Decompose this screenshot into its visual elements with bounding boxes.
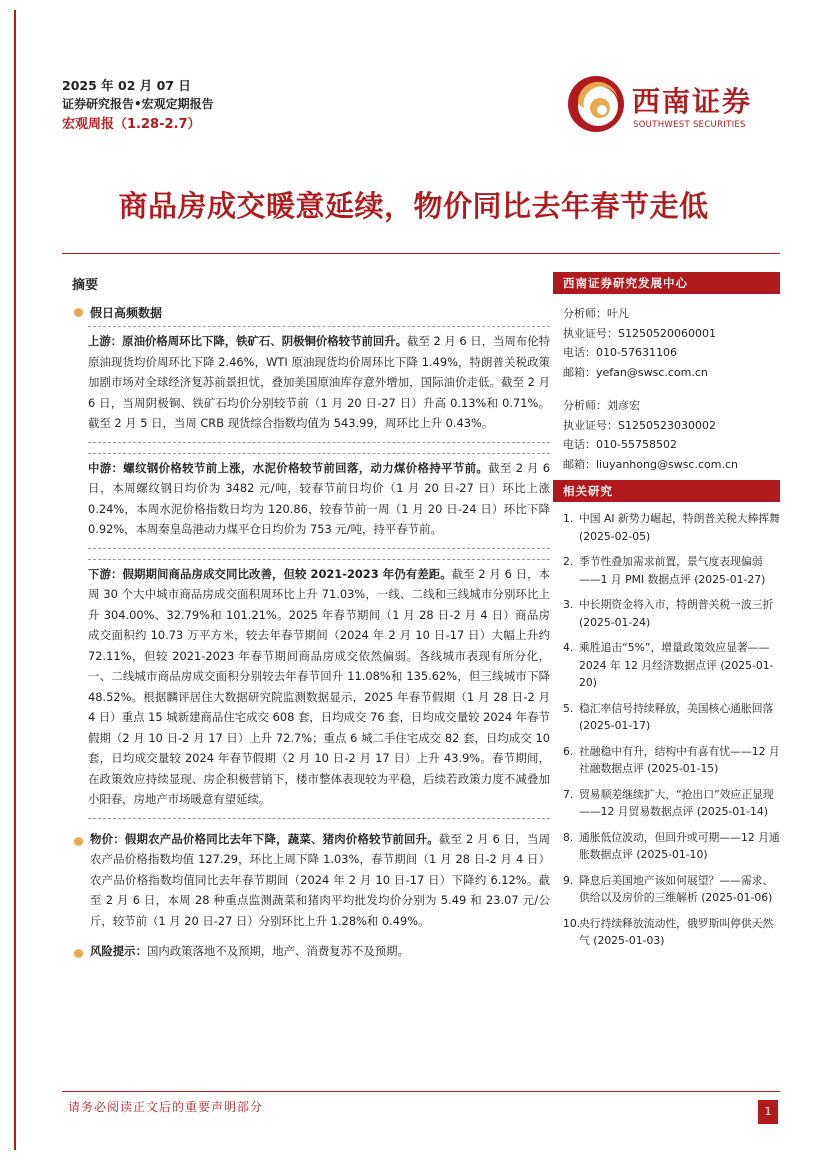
related-item-date: (2025-01-10) bbox=[636, 848, 708, 861]
downstream-paragraph bbox=[88, 564, 550, 810]
related-item[interactable]: 5. 稳汇率信号持续释放，美国核心通胀回落 (2025-01-17) bbox=[563, 701, 774, 732]
upstream-box bbox=[88, 326, 550, 443]
price-paragraph bbox=[90, 829, 550, 932]
related-item-date: (2025-01-24) bbox=[579, 615, 651, 629]
bullet-dot-icon bbox=[74, 949, 83, 958]
related-item-date: (2025-01-03) bbox=[593, 934, 665, 947]
midstream-paragraph bbox=[88, 458, 550, 540]
related-item[interactable]: 8. 通胀低位波动，但回升或可期——12 月通胀数据点评 (2025-01-10) bbox=[563, 830, 780, 861]
analyst-phone: 电话：010-55758502 bbox=[563, 438, 677, 451]
research-center-bar: 西南证券研究发展中心 bbox=[553, 272, 780, 294]
analyst-cert: 执业证号：S1250520060001 bbox=[563, 326, 716, 340]
related-item-title: 中国 AI 新势力崛起，特朗普关税大棒挥舞 bbox=[579, 512, 780, 525]
price-text: 截至 2 月 6 日，当周农产品价格指数均值 127.29，环比上周下降 1.03%，春节期间（1 月 28 日-2 月 4 日）农产品价格指数均值同比去年春节期间（2024 年 2 月 10 日-17 日）下降约 6.12%。截至 2 月 6 日，本周 28 种重点监测蔬菜和猪肉平均批发均价分别为 5.49 和 23.07 元/公斤，较节前（1 月 20 日-27 日）分别环比上升 1.28%和 0.49%。 bbox=[90, 831, 550, 928]
report-subtitle: 宏观周报（1.28-2.7） bbox=[62, 117, 201, 132]
related-item[interactable]: 6. 社融稳中有升，结构中有喜有忧——12 月社融数据点评 (2025-01-15) bbox=[563, 744, 780, 775]
page-number: 1 bbox=[758, 1100, 778, 1124]
downstream-text: 截至 2 月 6 日，本周 30 个大中城市商品房成交面积周环比上升 71.03%，一线、二线和三线城市分别环比上升 304.00%、32.79%和 101.21%。2025 年春节期间（1 月 28 日-2 月 4 日）商品房成交面积约 10.73 万平方米，较去年春节期间（2024 年 2 月 10 日-17 日）大幅上升约 72.11%，但较 2021-2023 年春节期间商品房成交依然偏弱。各线城市表现有所分化，一、二线城市商品房成交面积分别较去年春节回升 11.08%和 135.62%，但三线城市下降 48.52%。根据麟评居住大数据研究院监测数据显示，2025 年春节假期（1 月 28 日-2 月 4 日）重点 15 城新建商品住宅成交 608 套，日均成交 76 套，日均成交量较 2024 年春节假期（2 月 10 日-2 月 17 日）上升 72.7%；重点 6 城二手住宅成交 82 套，日均成交 10 套，日均成交量较 2024 年春节假期（2 月 10 日-2 月 17 日）上升 43.9%。春节期间，在政策效应持续显现、房企积极营销下，楼市整体表现较为平稳，后续若政策力度不减叠加小阳春，房地产市场暖意有望延续。 bbox=[88, 566, 550, 806]
related-item-date: (2025-01-14) bbox=[696, 805, 768, 818]
related-item-date: (2025-01-20) bbox=[579, 658, 774, 689]
abstract-body bbox=[72, 300, 550, 962]
related-item-title: 稳汇率信号持续释放，美国核心通胀回落 bbox=[579, 701, 774, 715]
related-item-date: (2025-01-27) bbox=[694, 572, 766, 586]
risk-paragraph bbox=[90, 941, 550, 962]
upstream-paragraph bbox=[88, 331, 550, 434]
logo-name-en: SOUTHWEST SECURITIES bbox=[633, 120, 746, 130]
related-item[interactable]: 10. 央行持续释放流动性，俄罗斯叫停供天然气 (2025-01-03) bbox=[563, 916, 774, 947]
related-item-title: 季节性叠加需求前置，景气度表现偏弱——1 月 PMI 数据点评 bbox=[579, 555, 763, 586]
related-item-title: 降息后美国地产该如何展望？——需求、供给以及房价的三维解析 bbox=[579, 873, 774, 904]
related-item[interactable]: 3. 中长期资金将入市，特朗普关税一波三折 (2025-01-24) bbox=[563, 598, 774, 629]
related-item-title: 央行持续释放流动性，俄罗斯叫停供天然气 bbox=[579, 916, 774, 947]
report-title: 商品房成交暖意延续，物价同比去年春节走低 bbox=[118, 189, 709, 223]
risk-item bbox=[72, 941, 550, 962]
related-item[interactable]: 4. 乘胜追击“5%”，增量政策效应显著——2024 年 12 月经济数据点评 (2025-01-20) bbox=[563, 641, 774, 689]
related-item-title: 贸易顺差继续扩大，“抢出口”效应正显现——12 月贸易数据点评 bbox=[579, 787, 774, 818]
price-item bbox=[72, 829, 550, 932]
abstract-label: 摘要 bbox=[72, 278, 99, 293]
related-item[interactable]: 2. 季节性叠加需求前置，景气度表现偏弱——1 月 PMI 数据点评 (2025-01-27) bbox=[563, 555, 766, 586]
risk-text: 国内政策落地不及预期，地产、消费复苏不及预期。 bbox=[146, 944, 409, 958]
logo-mark-icon bbox=[566, 74, 626, 134]
analyst-list bbox=[553, 294, 780, 480]
report-header bbox=[62, 76, 214, 135]
report-type: 证券研究报告•宏观定期报告 bbox=[62, 97, 214, 111]
analyst-cert: 执业证号：S1250523030002 bbox=[563, 418, 716, 432]
related-item-date: (2025-02-05) bbox=[579, 529, 651, 543]
related-research-bar: 相关研究 bbox=[553, 480, 780, 502]
related-item-title: 乘胜追击“5%”，增量政策效应显著——2024 年 12 月经济数据点评 bbox=[579, 641, 770, 672]
related-item[interactable]: 9. 降息后美国地产该如何展望？——需求、供给以及房价的三维解析 (2025-01-06) bbox=[563, 873, 774, 904]
related-item-date: (2025-01-06) bbox=[701, 891, 773, 904]
related-item[interactable]: 1. 中国 AI 新势力崛起，特朗普关税大棒挥舞 (2025-02-05) bbox=[563, 512, 780, 543]
related-item-date: (2025-01-15) bbox=[647, 762, 719, 775]
downstream-box bbox=[88, 559, 550, 819]
related-item-date: (2025-01-17) bbox=[579, 719, 651, 732]
midstream-text: 截至 2 月 6 日，本周螺纹钢日均价为 3482 元/吨，较春节前日均价（1 月 20 日-27 日）环比上涨 0.24%，本周水泥价格指数日均为 120.86，较春节前一周（1 月 20 日-24 日）环比下降 0.92%，本周秦皇岛港动力煤平仓日均价为 753 元/吨，持平春节前。 bbox=[88, 460, 550, 536]
related-item-title: 通胀低位波动，但回升或可期——12 月通胀数据点评 bbox=[579, 830, 780, 861]
upstream-text: 截至 2 月 6 日，当周布伦特原油现货均价周环比下降 2.46%，WTI 原油现货均价周环比下降 1.49%，特朗普关税政策加剧市场对全球经济复苏前景担忧，叠加美国原油库存意外增加，国际油价走低。截至 2 月 6 日，当周阴极铜、铁矿石均价分别较节前（1 月 20 日-27 日）升高 0.13%和 0.71%。截至 2 月 5 日，当周 CRB 现货综合指数均值为 543.99，周环比上升 0.43%。 bbox=[88, 334, 550, 430]
bullet-dot-icon bbox=[74, 837, 83, 846]
page-side-rule bbox=[14, 10, 16, 1150]
price-lead: 物价：假期农产品价格同比去年下降，蔬菜、猪肉价格较节前回升。 bbox=[90, 831, 439, 846]
related-item-title: 社融稳中有升，结构中有喜有忧——12 月社融数据点评 bbox=[579, 744, 780, 775]
analyst-email: 邮箱：liuyanhong@swsc.com.cn bbox=[563, 457, 738, 471]
footer-divider bbox=[62, 1091, 780, 1092]
bullet-dot-icon bbox=[74, 308, 83, 317]
analyst-phone: 电话：010-57631106 bbox=[563, 346, 677, 359]
analyst-name: 分析师：叶凡 bbox=[563, 307, 629, 320]
sidebar bbox=[553, 272, 780, 958]
midstream-lead: 中游：螺纹钢价格较节前上涨，水泥价格较节前回落，动力煤价格持平节前。 bbox=[88, 460, 489, 475]
midstream-box bbox=[88, 453, 550, 549]
related-item[interactable]: 7. 贸易顺差继续扩大，“抢出口”效应正显现——12 月贸易数据点评 (2025-01-14) bbox=[563, 787, 774, 818]
analyst-email: 邮箱：yefan@swsc.com.cn bbox=[563, 365, 708, 379]
company-logo bbox=[566, 74, 770, 134]
related-research-list bbox=[553, 502, 780, 950]
analyst-name: 分析师：刘彦宏 bbox=[563, 399, 640, 412]
downstream-lead: 下游：假期期间商品房成交同比改善，但较 2021-2023 年仍有差距。 bbox=[88, 566, 452, 581]
upstream-lead: 上游：原油价格周环比下降，铁矿石、阴极铜价格较节前回升。 bbox=[88, 334, 408, 348]
section-heading bbox=[72, 300, 550, 326]
related-item-title: 中长期资金将入市，特朗普关税一波三折 bbox=[579, 598, 774, 611]
section-heading-text: 假日高频数据 bbox=[90, 306, 163, 320]
logo-name-cn: 西南证券 bbox=[632, 85, 753, 118]
footer-disclaimer: 请务必阅读正文后的重要声明部分 bbox=[68, 1100, 264, 1114]
risk-lead: 风险提示： bbox=[90, 944, 147, 958]
report-date: 2025 年 02 月 07 日 bbox=[62, 78, 191, 93]
title-divider bbox=[62, 253, 780, 254]
